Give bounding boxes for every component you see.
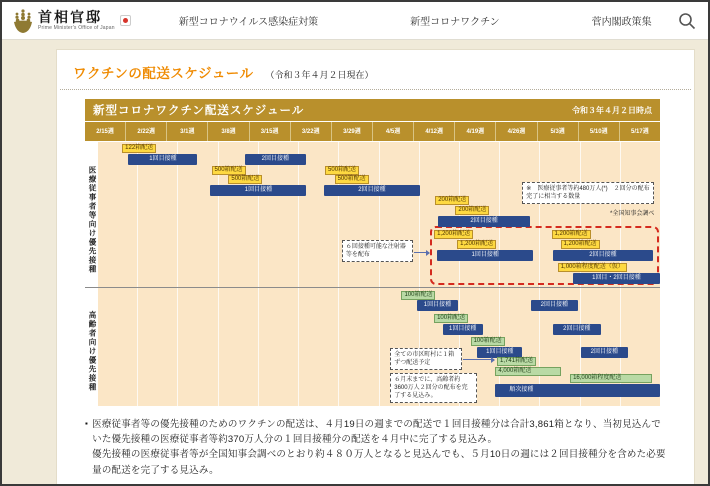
dose1-bar: 1回目接種 bbox=[417, 300, 457, 311]
dose12-bar: 1回目・2回目接種 bbox=[573, 273, 660, 284]
week-cell: 4/12週 bbox=[413, 122, 454, 141]
connector-arrow bbox=[463, 359, 494, 360]
logo-title: 首相官邸 bbox=[38, 9, 102, 25]
axis-label-healthcare: 医療従事者等向け優先接種 bbox=[88, 166, 97, 274]
delivery-box-label: 1,200箱配送 bbox=[561, 240, 600, 249]
dose2-bar: 2回目接種 bbox=[553, 324, 601, 335]
week-cell: 4/5週 bbox=[372, 122, 413, 141]
week-cell: 5/17週 bbox=[619, 122, 660, 141]
week-cell: 2/15週 bbox=[96, 129, 114, 135]
delivery-box-label: 500箱配送 bbox=[212, 166, 246, 175]
nav-item-cabinet-policy[interactable]: 菅内閣政策集 bbox=[591, 17, 652, 28]
dose2-bar: 2回目接種 bbox=[324, 185, 420, 196]
kantei-logo[interactable] bbox=[12, 8, 131, 34]
week-cell: 4/26週 bbox=[495, 122, 536, 141]
delivery-box-label: 1,741箱配送 bbox=[497, 357, 536, 366]
delivery-box-label: 100箱配送 bbox=[471, 337, 505, 346]
page-title: ワクチンの配送スケジュール bbox=[73, 66, 254, 81]
footer-note-1: 医療従事者等の優先接種のためのワクチンの配送は、４月19日の週までの配送で１回目接種分は合計3,861箱となり、当初見込んでいた優先接種の医療従事者等約370万人分の１回目接種分の配送を４月中に完了する見込み。 bbox=[92, 419, 661, 446]
week-cell: 4/19週 bbox=[454, 122, 495, 141]
delivery-box-label: 200箱配送 bbox=[455, 206, 489, 215]
logo-subtitle: Prime Minister's Office of Japan bbox=[38, 25, 115, 31]
delivery-box-label: 1,200箱配送 bbox=[434, 230, 473, 239]
paulownia-crest-icon bbox=[12, 8, 34, 34]
section-divider bbox=[85, 287, 660, 288]
search-icon[interactable] bbox=[678, 12, 696, 30]
week-cell: 3/1週 bbox=[166, 122, 207, 141]
page-title-date: （令和３年４月２日現在） bbox=[265, 70, 374, 80]
week-cell: 3/29週 bbox=[331, 122, 372, 141]
nav-item-covid-measures[interactable]: 新型コロナウイルス感染症対策 bbox=[178, 17, 319, 28]
dose2-bar: 2回目接種 bbox=[553, 250, 654, 261]
seq-bar: 順次接種 bbox=[495, 384, 660, 397]
week-cell: 3/22週 bbox=[290, 122, 331, 141]
dotted-separator bbox=[60, 89, 691, 90]
delivery-box-label: 500箱配送 bbox=[228, 175, 262, 184]
footer-note-2: 優先接種の医療従事者等が全国知事会調べのとおり約４８０万人となると見込んでも、５月10日の週には２回目接種分を含めた必要量の配送を完了する見込み。 bbox=[92, 449, 666, 476]
japan-flag-icon bbox=[120, 15, 131, 26]
annotation-note: ６月末までに、高齢者約3600万人２回分の配布を完了する見込み。 bbox=[390, 373, 477, 403]
delivery-box-label: 1,200箱配送 bbox=[552, 230, 591, 239]
delivery-box-label: 500箱配送 bbox=[335, 175, 369, 184]
axis-label-column bbox=[85, 142, 98, 406]
content-panel bbox=[56, 49, 695, 484]
week-cell: 3/8週 bbox=[207, 122, 248, 141]
section-healthcare bbox=[98, 142, 660, 287]
site-nav bbox=[179, 13, 652, 28]
delivery-box-label: 100箱配送 bbox=[401, 291, 435, 300]
delivery-box-label: 200箱配送 bbox=[435, 196, 469, 205]
section-elderly bbox=[98, 287, 660, 406]
annotation-note: 全ての市区町村に１箱ずつ配送予定 bbox=[390, 348, 461, 370]
delivery-box-label: 4,000箱配送 bbox=[495, 367, 560, 376]
delivery-box-label: 122箱配送 bbox=[122, 144, 156, 153]
connector-arrow bbox=[414, 252, 429, 253]
dose2-bar: 2回目接種 bbox=[245, 154, 306, 165]
dose2-bar: 2回目接種 bbox=[438, 216, 530, 227]
dose1-bar: 1回目接種 bbox=[437, 250, 533, 261]
nav-item-covid-vaccine[interactable]: 新型コロナワクチン bbox=[410, 17, 500, 28]
week-cell: 5/10週 bbox=[578, 122, 619, 141]
delivery-box-label: 500箱配送 bbox=[325, 166, 359, 175]
annotation-note: ６回接種可能な注射器等を配布 bbox=[342, 240, 413, 262]
week-header-row bbox=[85, 121, 660, 141]
dose1-bar: 1回目接種 bbox=[443, 324, 483, 335]
chart-title-bar bbox=[85, 99, 660, 121]
dose1-bar: 1回目接種 bbox=[210, 185, 306, 196]
site-header bbox=[2, 2, 708, 40]
delivery-box-label: 1,200箱配送 bbox=[457, 240, 496, 249]
annotation-note: ※ 医療従事者等約480万人(*) ２回分の配布完了に相当する数量 bbox=[522, 182, 654, 204]
page-background bbox=[2, 40, 708, 484]
week-cell: 5/3週 bbox=[537, 122, 578, 141]
dose1-bar: 1回目接種 bbox=[477, 347, 522, 358]
week-cell: 3/15週 bbox=[249, 122, 290, 141]
axis-label-elderly: 高齢者向け優先接種 bbox=[88, 311, 97, 392]
bullet-icon: ▪ bbox=[85, 419, 88, 428]
dose2-bar: 2回目接種 bbox=[531, 300, 578, 311]
page-title-row bbox=[73, 62, 694, 82]
delivery-box-label: 1,000箱程度配送（仮） bbox=[558, 263, 627, 272]
dose2-bar: 2回目接種 bbox=[581, 347, 628, 358]
chart-body bbox=[85, 141, 660, 406]
annotation-note: *全国知事会調べ bbox=[610, 211, 655, 217]
chart-title: 新型コロナワクチン配送スケジュール bbox=[93, 105, 305, 117]
week-cell: 2/22週 bbox=[125, 122, 166, 141]
chart-as-of-date: 令和３年４月２日時点 bbox=[572, 105, 652, 115]
vaccine-delivery-gantt-chart bbox=[85, 99, 660, 406]
footer-notes bbox=[85, 417, 670, 478]
delivery-box-label: 100箱配送 bbox=[434, 314, 468, 323]
delivery-box-label: 16,000箱程度配送 bbox=[570, 374, 651, 383]
dose1-bar: 1回目接種 bbox=[128, 154, 197, 165]
gantt-grid bbox=[98, 142, 660, 406]
